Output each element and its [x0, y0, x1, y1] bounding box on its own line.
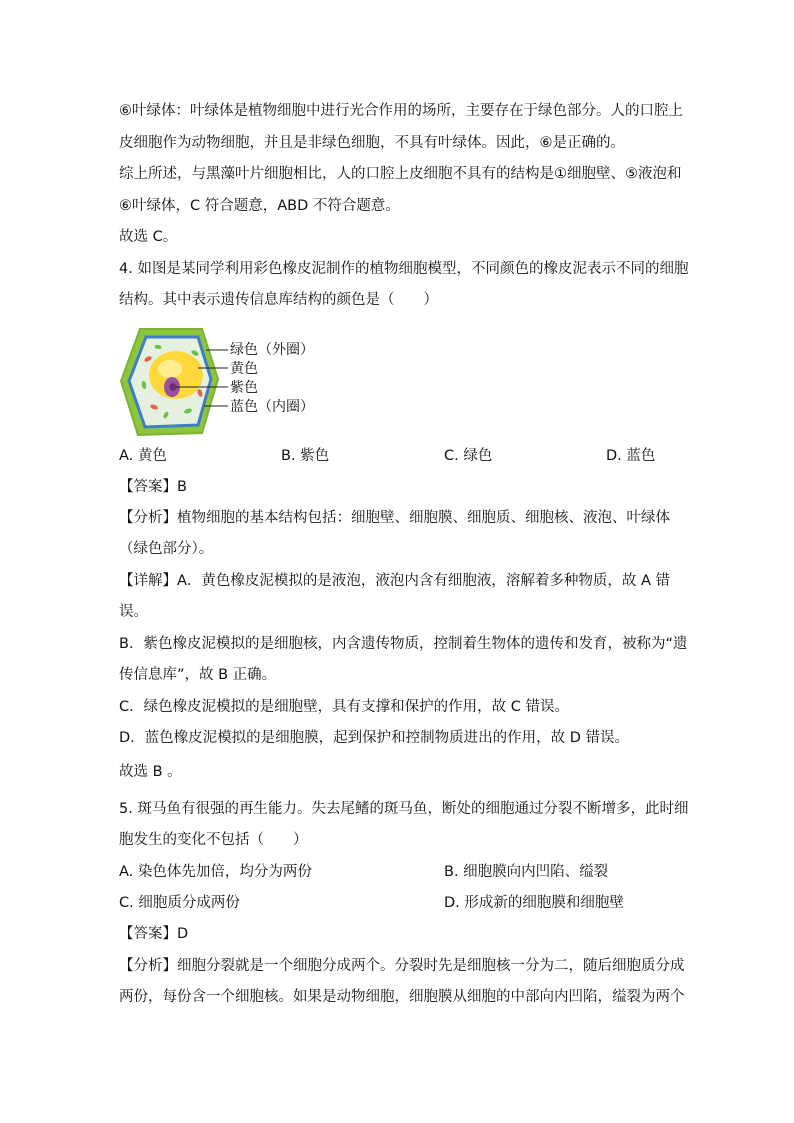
- text-line: 故选 C。: [119, 229, 178, 245]
- text-line: ⑥叶绿体，C 符合题意，ABD 不符合题意。: [119, 198, 400, 214]
- detail-line: 传信息库”，故 B 正确。: [119, 667, 277, 683]
- q4-option-c: C. 绿色: [444, 448, 493, 464]
- text-line: 皮细胞作为动物细胞，并且是非绿色细胞，不具有叶绿体。因此，⑥是正确的。: [119, 135, 625, 151]
- question-5-stem: 胞发生的变化不包括（ ）: [119, 832, 308, 848]
- detail-line: 误。: [119, 604, 148, 620]
- text-line: ⑥叶绿体：叶绿体是植物细胞中进行光合作用的场所，主要存在于绿色部分。人的口腔上: [119, 103, 683, 119]
- detail-line: C．绿色橡皮泥模拟的是细胞壁，具有支撑和保护的作用，故 C 错误。: [119, 699, 569, 715]
- detail-line: B．紫色橡皮泥模拟的是细胞核，内含遗传物质，控制着生物体的遗传和发育，被称为“遗: [119, 636, 688, 652]
- question-4-stem: 4. 如图是某同学利用彩色橡皮泥制作的植物细胞模型，不同颜色的橡皮泥表示不同的细胞: [119, 261, 689, 277]
- answer-label: 【答案】D: [119, 926, 189, 942]
- q5-option-c: C. 细胞质分成两份: [119, 895, 240, 911]
- detail-line: 【详解】A．黄色橡皮泥模拟的是液泡，液泡内含有细胞液，溶解着多种物质，故 A 错: [119, 573, 671, 589]
- analysis-line: 【分析】植物细胞的基本结构包括：细胞壁、细胞膜、细胞质、细胞核、液泡、叶绿体: [119, 510, 670, 526]
- analysis-line: 两份，每份含一个细胞核。如果是动物细胞，细胞膜从细胞的中部向内凹陷，缢裂为两个: [119, 989, 685, 1005]
- label-blue-inner: 蓝色（内圈）: [230, 399, 314, 415]
- q4-option-a: A. 黄色: [119, 448, 167, 464]
- analysis-line: （绿色部分）。: [119, 541, 214, 557]
- analysis-line: 【分析】细胞分裂就是一个细胞分成两个。分裂时先是细胞核一分为二，随后细胞质分成: [119, 958, 685, 974]
- label-purple: 紫色: [230, 380, 258, 396]
- q4-option-d: D. 蓝色: [606, 448, 656, 464]
- label-green-outer: 绿色（外圈）: [230, 342, 314, 358]
- label-yellow: 黄色: [230, 361, 258, 377]
- question-4-stem: 结构。其中表示遗传信息库结构的颜色是（ ）: [119, 292, 438, 308]
- plant-cell-model-figure: [118, 323, 328, 441]
- question-5-stem: 5. 斑马鱼有很强的再生能力。失去尾鳍的斑马鱼，断处的细胞通过分裂不断增多，此时细: [119, 801, 689, 817]
- q5-option-d: D. 形成新的细胞膜和细胞壁: [444, 895, 624, 911]
- q5-option-b: B. 细胞膜向内凹陷、缢裂: [444, 864, 609, 880]
- q4-option-b: B. 紫色: [281, 448, 330, 464]
- answer-label: 【答案】B: [119, 479, 187, 495]
- text-line: 综上所述，与黑藻叶片细胞相比，人的口腔上皮细胞不具有的结构是①细胞壁、⑤液泡和: [119, 166, 682, 182]
- text-line: 故选 B 。: [119, 764, 182, 780]
- detail-line: D．蓝色橡皮泥模拟的是细胞膜，起到保护和控制物质进出的作用，故 D 错误。: [119, 730, 630, 746]
- q5-option-a: A. 染色体先加倍，均分为两份: [119, 864, 312, 880]
